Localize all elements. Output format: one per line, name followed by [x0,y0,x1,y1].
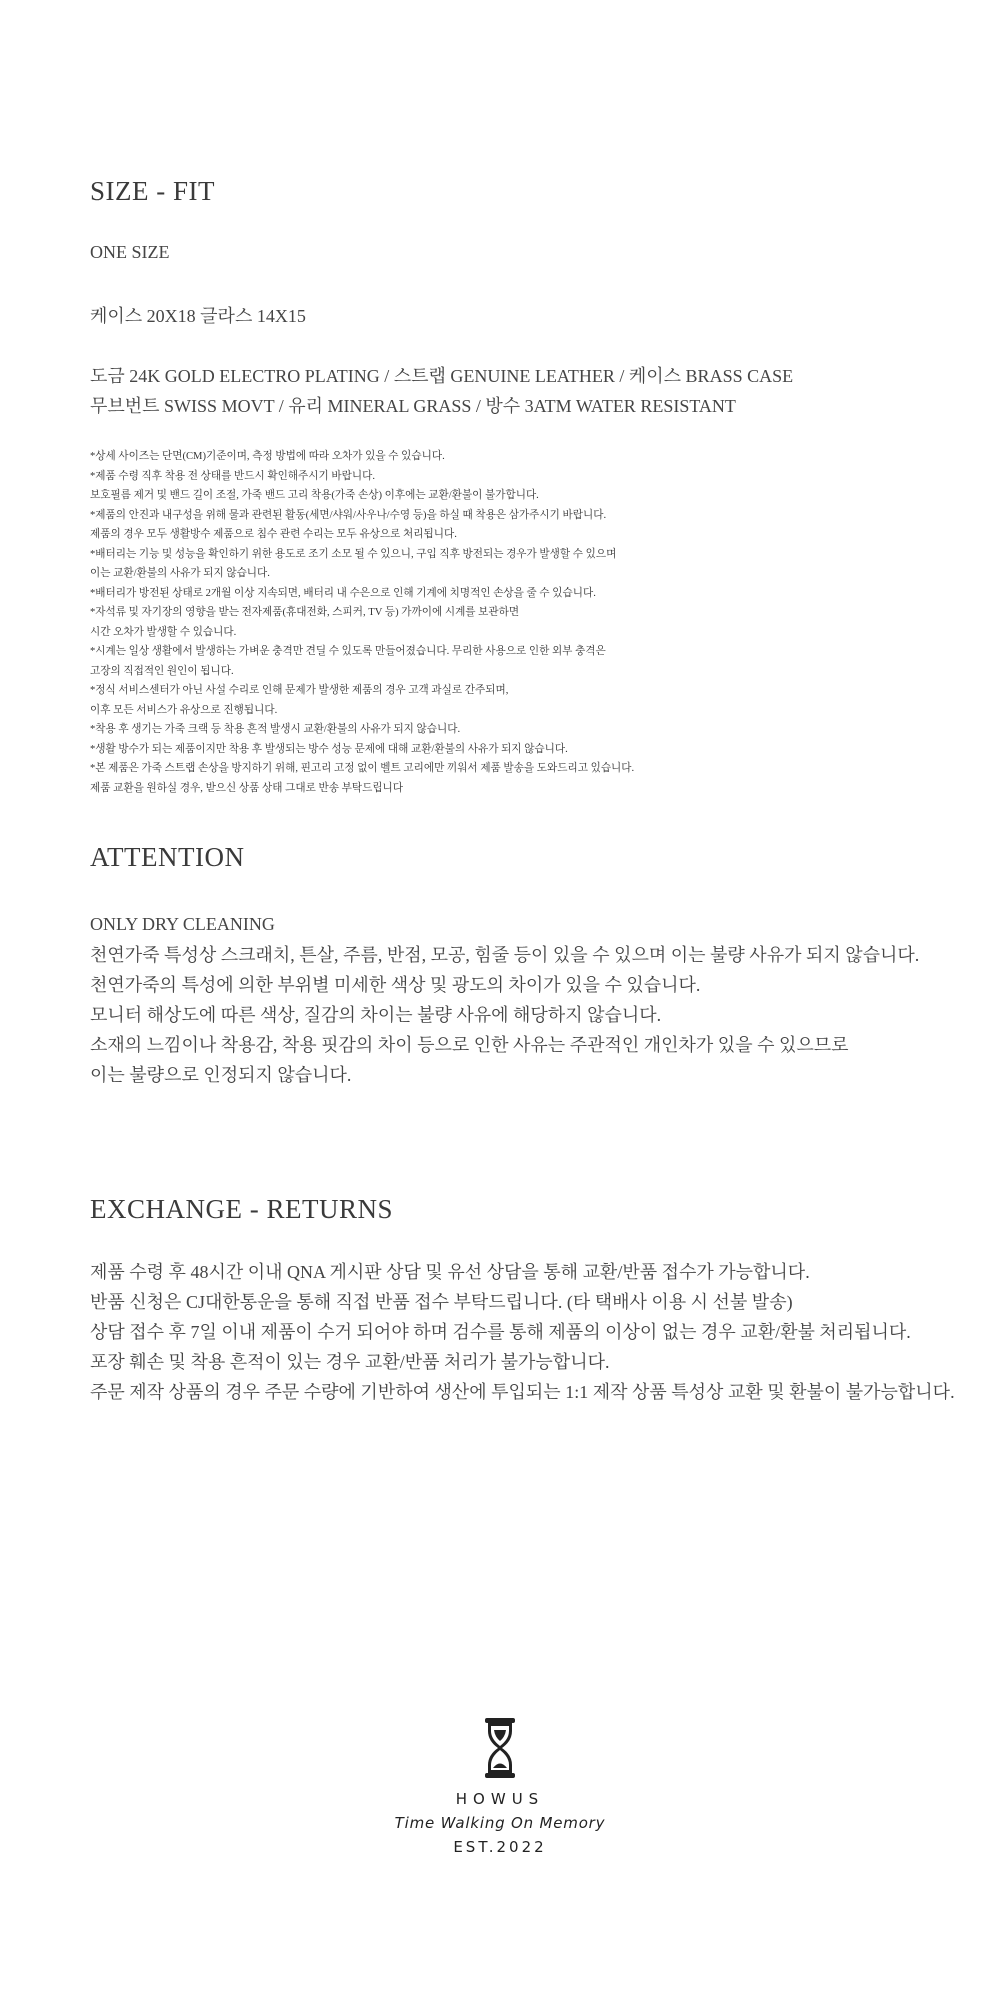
note-line: *생활 방수가 되는 제품이지만 착용 후 발생되는 방수 성능 문제에 대해 교환/환불의 사유가 되지 않습니다. [90,743,568,755]
note-line: *제품 수령 직후 착용 전 상태를 반드시 확인해주시기 바랍니다. [90,470,375,482]
note-line: 보호필름 제거 및 밴드 길이 조절, 가죽 밴드 고리 착용(가죽 손상) 이후에는 교환/환불이 불가합니다. [90,490,539,501]
exchange-returns-heading: EXCHANGE - RETURNS [90,1194,393,1224]
note-line: *상세 사이즈는 단면(CM)기준이며, 측정 방법에 따라 오차가 있을 수 있습니다. [90,451,445,462]
note-line: 제품 교환을 원하실 경우, 받으신 상품 상태 그대로 반송 부탁드립니다 [90,782,404,794]
dimensions-text: 케이스 20X18 글라스 14X15 [90,306,306,326]
note-line: *제품의 안진과 내구성을 위해 물과 관련된 활동(세면/샤워/사우나/수영 등)을 하실 때 착용은 삼가주시기 바랍니다. [90,509,607,521]
note-line: *시계는 일상 생활에서 발생하는 가벼운 충격만 견딜 수 있도록 만들어졌습니다. 무리한 사용으로 인한 외부 충격은 [90,646,606,657]
size-label: ONE SIZE [90,242,170,262]
exchange-line: 반품 신청은 CJ대한통운을 통해 직접 반품 접수 부탁드립니다. (타 택배사 이용 시 선불 발송) [90,1292,793,1312]
note-line: 시간 오차가 발생할 수 있습니다. [90,626,237,638]
materials-line-1: 도금 24K GOLD ELECTRO PLATING / 스트랩 GENUINE LEATHER / 케이스 BRASS CASE [90,366,794,386]
note-line: *자석류 및 자기장의 영향을 받는 전자제품(휴대전화, 스피커, TV 등) 가까이에 시계를 보관하면 [90,607,520,618]
size-fit-heading: SIZE - FIT [90,176,215,206]
note-line: *정식 서비스센터가 아닌 사설 수리로 인해 문제가 발생한 제품의 경우 고객 과실로 간주되며, [90,685,509,696]
note-line: *착용 후 생기는 가죽 크랙 등 착용 흔적 발생시 교환/환불의 사유가 되지 않습니다. [90,724,461,735]
attention-line: 천연가죽 특성상 스크래치, 튼살, 주름, 반점, 모공, 힘줄 등이 있을 수 있으며 이는 불량 사유가 되지 않습니다. [90,945,920,965]
brand-name: HOWUS [455,1790,545,1808]
exchange-list [90,1257,955,1407]
materials-line-2: 무브번트 SWISS MOVT / 유리 MINERAL GRASS / 방수 3ATM WATER RESISTANT [90,396,736,416]
attention-line: 천연가죽의 특성에 의한 부위별 미세한 색상 및 광도의 차이가 있을 수 있습니다. [90,975,701,995]
note-line: *배터리는 기능 및 성능을 확인하기 위한 용도로 조기 소모 될 수 있으니, 구입 직후 방전되는 경우가 발생할 수 있으며 [90,548,617,560]
attention-list [90,940,919,1090]
exchange-line: 상담 접수 후 7일 이내 제품이 수거 되어야 하며 검수를 통해 제품의 이상이 없는 경우 교환/환불 처리됩니다. [90,1322,911,1342]
note-line: *배터리가 방전된 상태로 2개월 이상 지속되면, 배터리 내 수은으로 인해 기계에 치명적인 손상을 줄 수 있습니다. [90,587,596,599]
exchange-line: 제품 수령 후 48시간 이내 QNA 게시판 상담 및 유선 상담을 통해 교환/반품 접수가 가능합니다. [90,1262,810,1282]
exchange-line: 주문 제작 상품의 경우 주문 수량에 기반하여 생산에 투입되는 1:1 제작 상품 특성상 교환 및 환불이 불가능합니다. [90,1382,955,1402]
note-line: 고장의 직접적인 원인이 됩니다. [90,665,234,677]
note-line: *본 제품은 가죽 스트랩 손상을 방지하기 위해, 핀고리 고정 없이 벨트 고리에만 끼워서 제품 발송을 도와드리고 있습니다. [90,763,635,774]
care-instruction: ONLY DRY CLEANING [90,914,275,934]
note-line: 이는 교환/환불의 사유가 되지 않습니다. [90,568,270,579]
attention-line: 모니터 해상도에 따른 색상, 질감의 차이는 불량 사유에 해당하지 않습니다. [90,1005,662,1025]
notes-list [90,447,634,798]
hourglass-icon [483,1717,517,1779]
attention-line: 소재의 느낌이나 착용감, 착용 핏감의 차이 등으로 인한 사유는 주관적인 개인차가 있을 수 있으므로 [90,1035,849,1055]
attention-line: 이는 불량으로 인정되지 않습니다. [90,1065,352,1085]
note-line: 제품의 경우 모두 생활방수 제품으로 침수 관련 수리는 모두 유상으로 처리됩니다. [90,529,457,540]
note-line: 이후 모든 서비스가 유상으로 진행됩니다. [90,704,278,716]
attention-heading: ATTENTION [90,842,245,872]
brand-tagline: Time Walking On Memory [394,1814,606,1832]
brand-established: EST.2022 [453,1838,547,1856]
exchange-line: 포장 훼손 및 착용 흔적이 있는 경우 교환/반품 처리가 불가능합니다. [90,1352,610,1372]
